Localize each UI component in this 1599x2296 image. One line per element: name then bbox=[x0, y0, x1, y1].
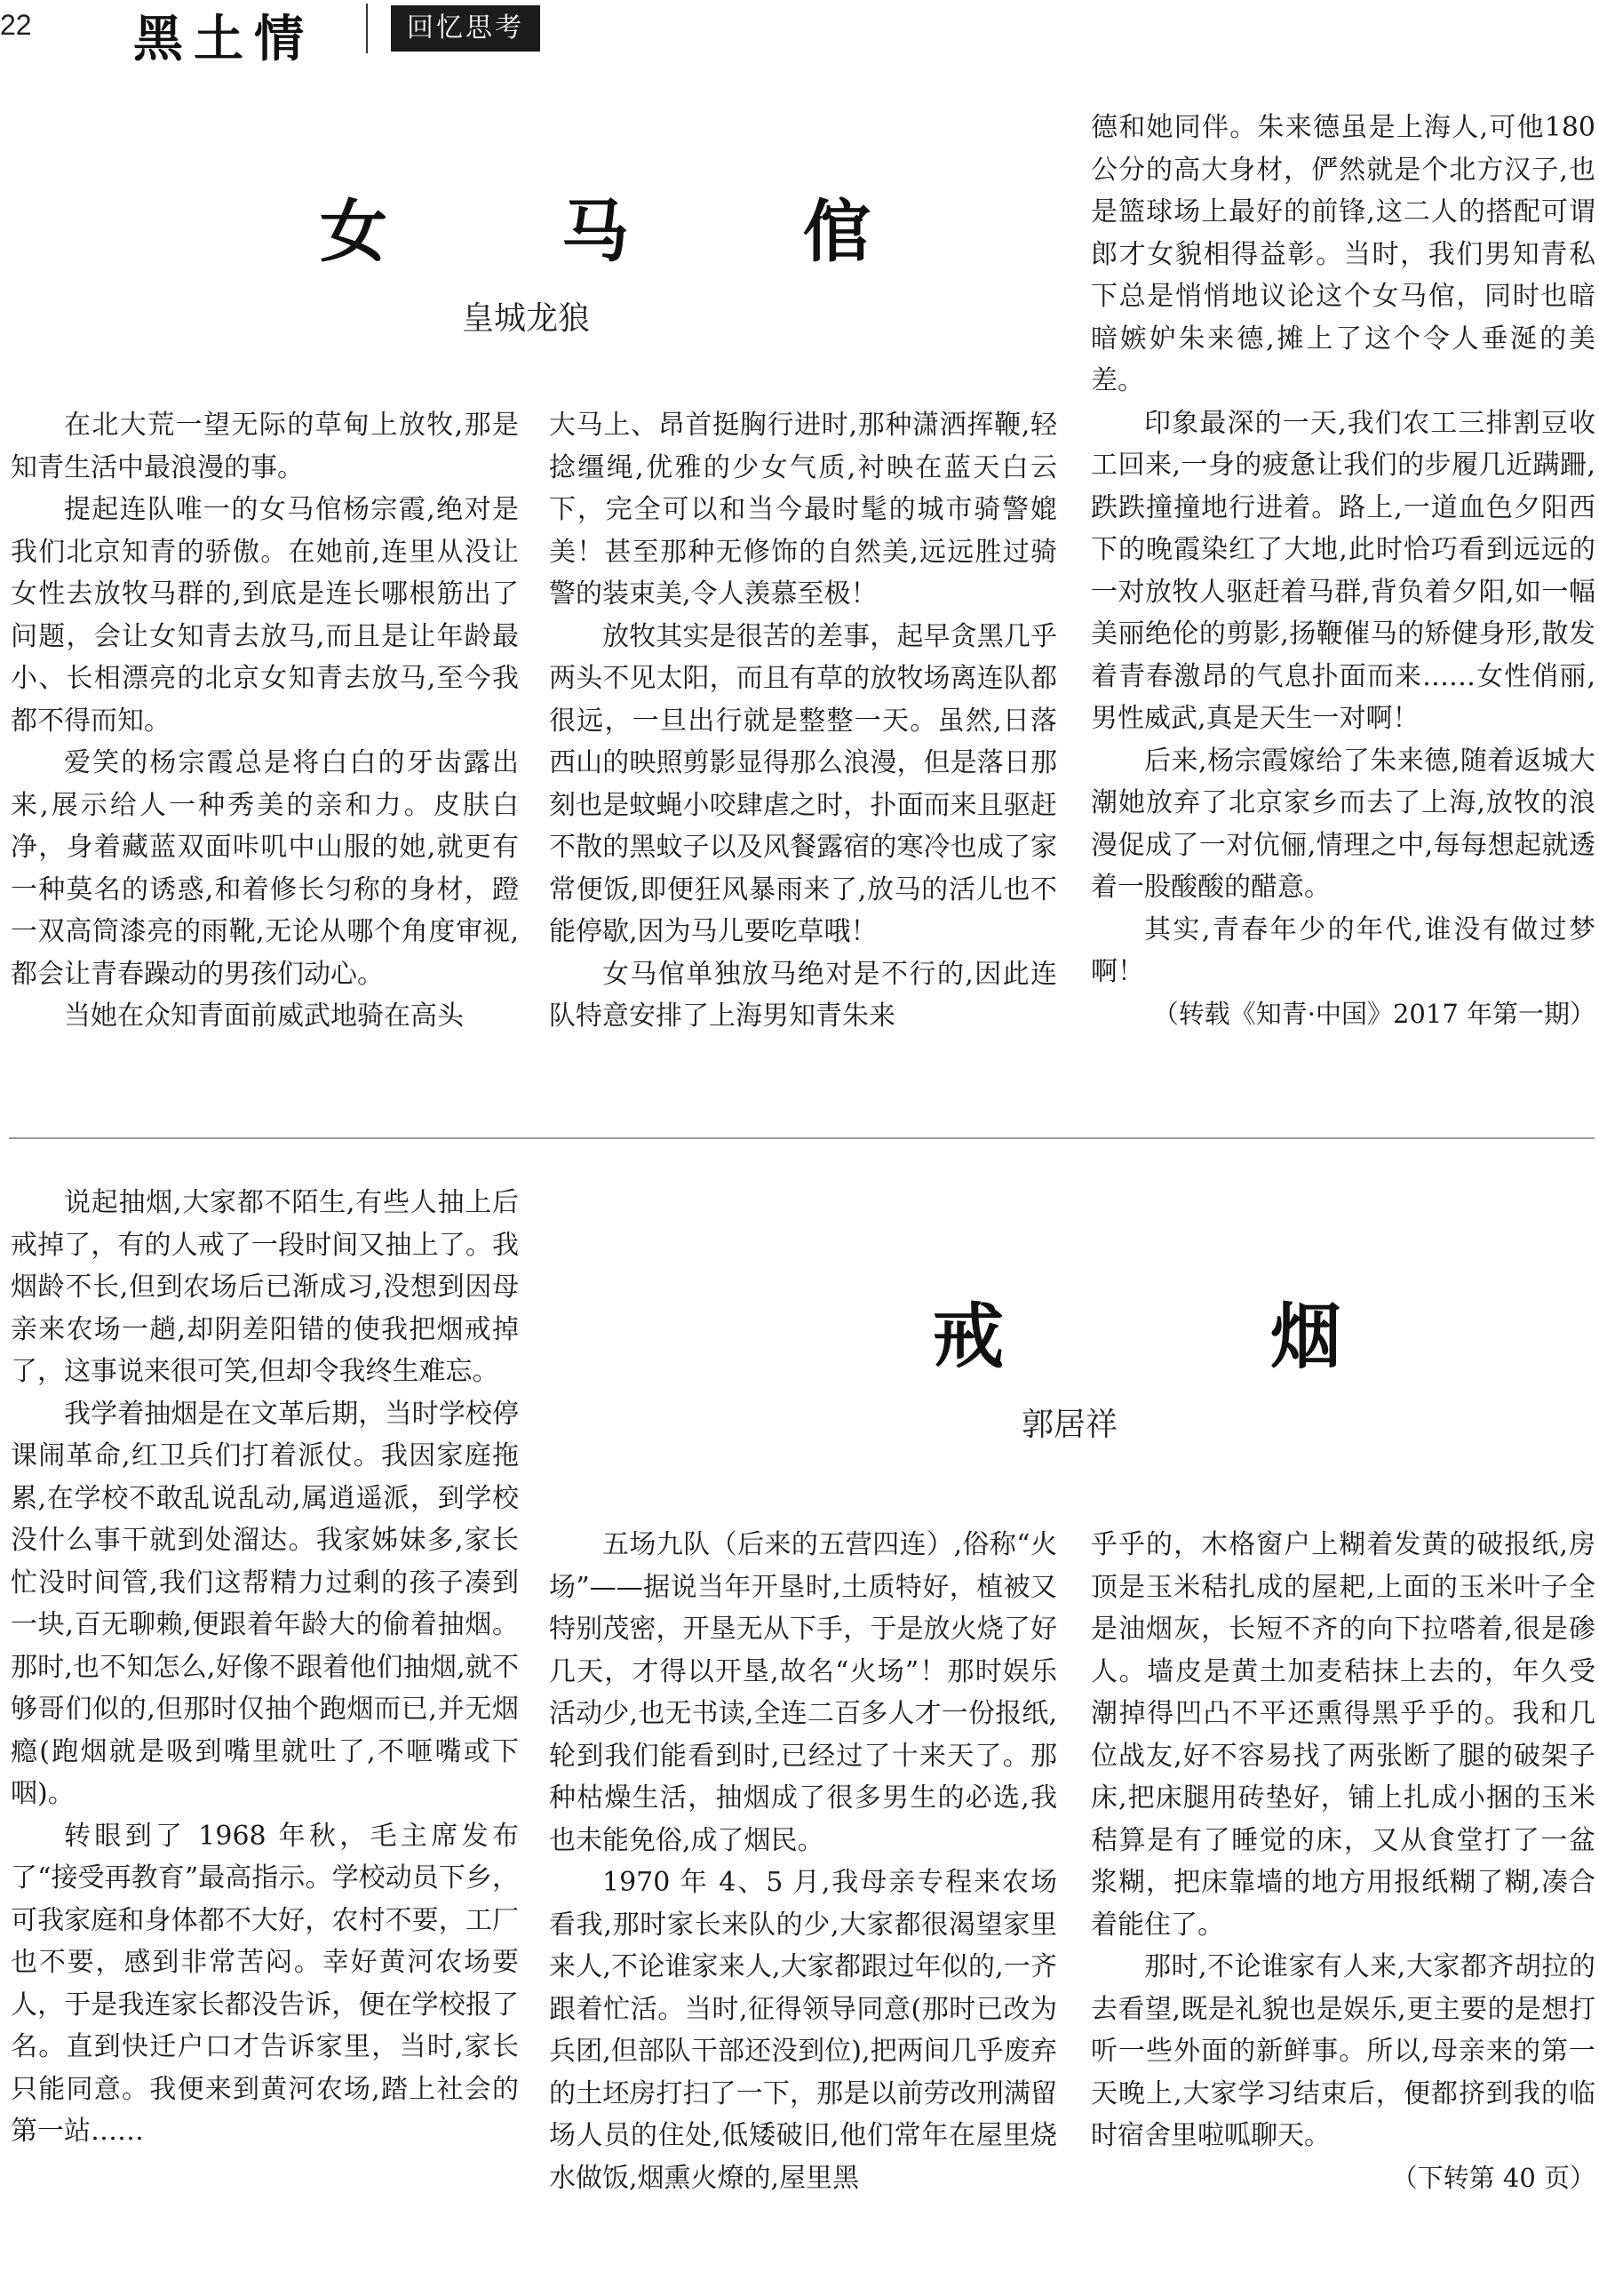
article1-column-1 bbox=[11, 404, 519, 1038]
article2-paragraph: 说起抽烟,大家都不陌生,有些人抽上后戒掉了，有的人戒了一段时间又抽上了。我烟龄不长,但到农场后已渐成习,没想到因母亲来农场一趟,却阴差阳错的使我把烟戒掉了，这事说来很可笑,但却令我终生难忘。 bbox=[11, 1187, 519, 1387]
article2-paragraph: 五场九队（后来的五营四连）,俗称“火场”——据说当年开垦时,土质特好，植被又特别茂密，开垦无从下手，于是放火烧了好几天，才得以开垦,故名“火场”！那时娱乐活动少,也无书读,全连二百多人才一份报纸,轮到我们能看到时,已经过了十来天了。那种枯燥生活，抽烟成了很多男生的必选,我也未能免俗,成了烟民。 bbox=[549, 1529, 1057, 1856]
continued-note: （下转第 40 页） bbox=[1391, 2162, 1595, 2193]
article2-paragraph: 转眼到了 1968 年秋，毛主席发布了“接受再教育”最高指示。学校动员下乡，可我家庭和身体都不大好，农村不要，工厂也不要，感到非常苦闷。幸好黄河农场要人，于是我连家长都没告诉，便在学校报了名。直到快迁户口才告诉家里，当时,家长只能同意。我便来到黄河农场,踏上社会的第一站…… bbox=[11, 1820, 519, 2147]
article1-paragraph: 其实,青春年少的年代,谁没有做过梦啊！ bbox=[1091, 913, 1595, 987]
article1-source: （转载《知青·中国》2017 年第一期） bbox=[1152, 998, 1595, 1029]
article1-author: 皇城龙狼 bbox=[462, 300, 591, 337]
article1-paragraph: 爱笑的杨宗霞总是将白白的牙齿露出来,展示给人一种秀美的亲和力。皮肤白净，身着藏蓝双面咔叽中山服的她,就更有一种莫名的诱惑,和着修长匀称的身材，蹬一双高筒漆亮的雨靴,无论从哪个角度审视,都会让青春躁动的男孩们动心。 bbox=[11, 747, 519, 990]
article2-title: 戒 烟 bbox=[933, 1295, 1439, 1378]
article1-paragraph: 女马倌单独放马绝对是不行的,因此连队特意安排了上海男知青朱来 bbox=[549, 958, 1057, 1032]
article1-column-2 bbox=[549, 404, 1057, 1038]
article2-column-3 bbox=[1091, 1524, 1595, 2199]
article1-paragraph: 后来,杨宗霞嫁给了朱来德,随着返城大潮她放弃了北京家乡而去了上海,放牧的浪漫促成了一对伉俪,情理之中,每每想起就透着一股酸酸的醋意。 bbox=[1091, 745, 1595, 903]
article1-column-3 bbox=[1091, 107, 1595, 1035]
article2-paragraph: 那时,不论谁家有人来,大家都齐胡拉的去看望,既是礼貌也是娱乐,更主要的是想打听一些外面的新鲜事。所以,母亲来的第一天晚上,大家学习结束后，便都挤到我的临时宿舍里啦呱聊天。 bbox=[1091, 1951, 1595, 2151]
header-divider bbox=[366, 4, 368, 53]
article1-paragraph: 大马上、昂首挺胸行进时,那种潇洒挥鞭,轻捻缰绳,优雅的少女气质,衬映在蓝天白云下，完全可以和当今最时髦的城市骑警媲美！甚至那种无修饰的自然美,远远胜过骑警的装束美,令人羡慕至极！ bbox=[549, 410, 1057, 610]
article2-column-1 bbox=[11, 1182, 519, 2153]
article1-paragraph: 当她在众知青面前威武地骑在高头 bbox=[64, 1001, 464, 1032]
article1-paragraph: 印象最深的一天,我们农工三排割豆收工回来,一身的疲惫让我们的步履几近蹒跚,跌跌撞撞地行进着。路上,一道血色夕阳西下的晚霞染红了大地,此时恰巧看到远远的一对放牧人驱赶着马群,背负着夕阳,如一幅美丽绝伦的剪影,扬鞭催马的矫健身形,散发着青春激昂的气息扑面而来……女性俏丽,男性威武,真是天生一对啊！ bbox=[1091, 407, 1595, 734]
article-divider bbox=[9, 1137, 1595, 1139]
page-number: 22 bbox=[0, 9, 32, 41]
article2-paragraph: 1970 年 4、5 月,我母亲专程来农场看我,那时家长来队的少,大家都很渴望家里来人,不论谁家来人,大家都跟过年似的,一齐跟着忙活。当时,征得领导同意(那时已改为兵团,但部队干部还没到位),把两间几乎废弃的土坯房打扫了一下，那是以前劳改刑满留场人员的住处,低矮破旧,他们常年在屋里烧水做饭,烟熏火燎的,屋里黑 bbox=[549, 1867, 1057, 2194]
article1-paragraph: 德和她同伴。朱来德虽是上海人,可他180公分的高大身材，俨然就是个北方汉子,也是篮球场上最好的前锋,这二人的搭配可谓郎才女貌相得益彰。当时，我们男知青私下总是悄悄地议论这个女马倌，同时也暗暗嫉妒朱来德,摊上了这个令人垂涎的美差。 bbox=[1091, 112, 1595, 396]
article1-title: 女 马 倌 bbox=[320, 192, 924, 271]
section-tag: 回忆思考 bbox=[391, 5, 540, 52]
article2-paragraph: 乎乎的，木格窗户上糊着发黄的破报纸,房顶是玉米秸扎成的屋耙,上面的玉米叶子全是油烟灰，长短不齐的向下拉嗒着,很是碜人。墙皮是黄土加麦秸抹上去的，年久受潮掉得凹凸不平还熏得黑乎乎的。我和几位战友,好不容易找了两张断了腿的破架子床,把床腿用砖垫好，铺上扎成小捆的玉米秸算是有了睡觉的床，又从食堂打了一盆浆糊，把床靠墙的地方用报纸糊了糊,凑合着能住了。 bbox=[1091, 1529, 1595, 1941]
article2-column-2 bbox=[549, 1524, 1057, 2199]
article1-paragraph: 在北大荒一望无际的草甸上放牧,那是知青生活中最浪漫的事。 bbox=[11, 410, 519, 483]
article1-paragraph: 放牧其实是很苦的差事，起早贪黑几乎两头不见太阳，而且有草的放牧场离连队都很远，一旦出行就是整整一天。虽然,日落西山的映照剪影显得那么浪漫，但是落日那刻也是蚊蝇小咬肆虐之时，扑面而来且驱赶不散的黑蚊子以及风餐露宿的寒冷也成了家常便饭,即便狂风暴雨来了,放马的活儿也不能停歇,因为马儿要吃草哦！ bbox=[549, 620, 1057, 947]
article1-paragraph: 提起连队唯一的女马倌杨宗霞,绝对是我们北京知青的骄傲。在她前,连里从没让女性去放牧马群的,到底是连长哪根筋出了问题，会让女知青去放马,而且是让年龄最小、长相漂亮的北京女知青去放马,至今我都不得而知。 bbox=[11, 494, 519, 737]
article2-paragraph: 我学着抽烟是在文革后期，当时学校停课闹革命,红卫兵们打着派仗。我因家庭拖累,在学校不敢乱说乱动,属逍遥派，到学校没什么事干就到处溜达。我家姊妹多,家长忙没时间管,我们这帮精力过剩的孩子凑到一块,百无聊赖,便跟着年龄大的偷着抽烟。那时,也不知怎么,好像不跟着他们抽烟,就不够哥们似的,但那时仅抽个跑烟而已,并无烟瘾(跑烟就是吸到嘴里就吐了,不咂嘴或下咽)。 bbox=[11, 1398, 519, 1809]
magazine-logo: 黑土情 bbox=[133, 10, 314, 68]
article2-author: 郭居祥 bbox=[1022, 1407, 1118, 1443]
